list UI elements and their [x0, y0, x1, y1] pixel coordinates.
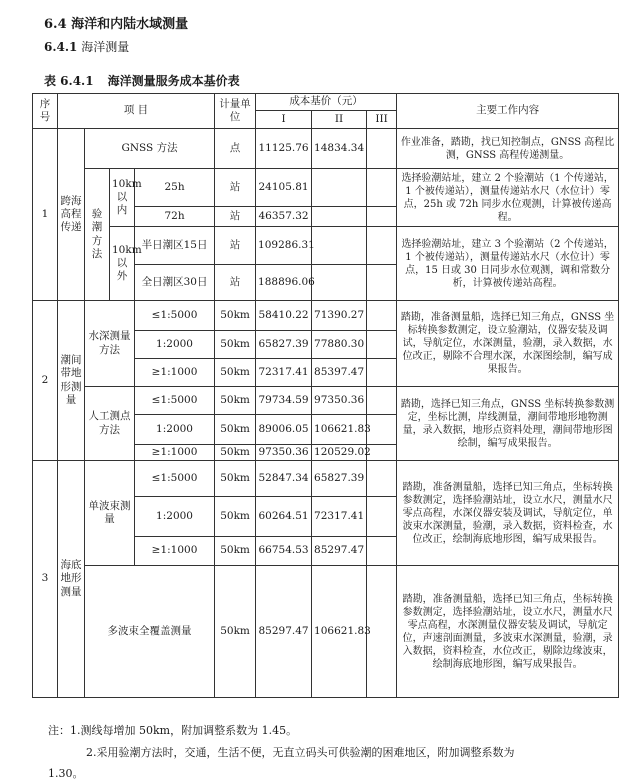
- price-1: 79734.59: [256, 387, 312, 415]
- scale-label: ≥1:1000: [135, 537, 215, 566]
- price-1: 60264.51: [256, 497, 312, 537]
- unit-cell: 50km: [215, 387, 256, 415]
- section-title: 海洋和内陆水域测量: [71, 17, 189, 32]
- price-1: 24105.81: [256, 169, 312, 207]
- unit-cell: 50km: [215, 566, 256, 698]
- scale-label: 1:2000: [135, 331, 215, 359]
- group-seq: 1: [33, 129, 58, 301]
- price-2: 14834.34: [312, 129, 367, 169]
- price-3: [367, 129, 397, 169]
- unit-cell: 50km: [215, 359, 256, 387]
- price-3: [367, 415, 397, 445]
- section-number: 6.4: [44, 17, 67, 32]
- price-3: [367, 169, 397, 207]
- work-content: 踏勘，选择已知三角点，GNSS 坐标转换参数测定，坐标比测，岸线测量，潮间带地形地物测量，录入数据，地形点资料处理，潮间带地形图绘制，编写成果报告。: [397, 387, 619, 461]
- price-3: [367, 537, 397, 566]
- unit-cell: 50km: [215, 301, 256, 331]
- price-2: 85397.47: [312, 359, 367, 387]
- price-1: 85297.47: [256, 566, 312, 698]
- price-3: [367, 265, 397, 301]
- group-name: 海底地形测量: [58, 461, 85, 698]
- price-3: [367, 301, 397, 331]
- work-content: 踏勘，准备测量船，选择已知三角点，坐标转换参数测定，选择验潮站址，设立水尺，测量水尺零点高程，水深仪器安装及调试，导航定位，单波束水深测量，验潮，录入数据，资料检查，水位改正，绘制海底地形图，编写成果报告。: [397, 461, 619, 566]
- group-name: 潮间带地形测量: [58, 301, 85, 461]
- price-2: 106621.83: [312, 566, 367, 698]
- price-1: 58410.22: [256, 301, 312, 331]
- price-2: [312, 227, 367, 265]
- price-2: 71390.27: [312, 301, 367, 331]
- price-3: [367, 497, 397, 537]
- scale-label: ≤1:5000: [135, 461, 215, 497]
- header-base-price: 成本基价（元）: [256, 94, 397, 111]
- method-name: 水深测量方法: [85, 301, 135, 387]
- price-2: 65827.39: [312, 461, 367, 497]
- price-1: 72317.41: [256, 359, 312, 387]
- price-1: 65827.39: [256, 331, 312, 359]
- header-work: 主要工作内容: [397, 94, 619, 129]
- header-unit: 计量单位: [215, 94, 256, 129]
- note-2-continued: 1.30。: [48, 767, 84, 780]
- unit-cell: 50km: [215, 537, 256, 566]
- unit-cell: 站: [215, 265, 256, 301]
- group-seq: 3: [33, 461, 58, 698]
- price-3: [367, 207, 397, 227]
- price-1: 66754.53: [256, 537, 312, 566]
- group-name: 跨海高程传递: [58, 129, 85, 301]
- price-1: 97350.36: [256, 445, 312, 461]
- price-2: [312, 265, 367, 301]
- group-seq: 2: [33, 301, 58, 461]
- header-grade-3: III: [367, 111, 397, 129]
- unit-cell: 50km: [215, 445, 256, 461]
- unit-cell: 点: [215, 129, 256, 169]
- unit-cell: 站: [215, 227, 256, 265]
- price-1: 109286.31: [256, 227, 312, 265]
- distance-range: 10km以外: [110, 227, 135, 301]
- table-title: 海洋测量服务成本基价表: [107, 74, 240, 88]
- method-name: 验潮方法: [85, 169, 110, 301]
- price-2: 106621.83: [312, 415, 367, 445]
- method-name: 单波束测量: [85, 461, 135, 566]
- unit-cell: 50km: [215, 497, 256, 537]
- subsection-heading: [44, 38, 129, 55]
- unit-cell: 50km: [215, 461, 256, 497]
- price-1: 11125.76: [256, 129, 312, 169]
- duration-label: 半日潮区15日: [135, 227, 215, 265]
- price-1: 188896.06: [256, 265, 312, 301]
- price-table: [32, 93, 619, 698]
- scale-label: ≤1:5000: [135, 301, 215, 331]
- price-2: 77880.30: [312, 331, 367, 359]
- method-name: 多波束全覆盖测量: [85, 566, 215, 698]
- price-1: 89006.05: [256, 415, 312, 445]
- distance-range: 10km以内: [110, 169, 135, 227]
- section-heading: [44, 13, 188, 32]
- scale-label: ≥1:1000: [135, 445, 215, 461]
- table-label: 表 6.4.1: [44, 74, 94, 88]
- price-2: [312, 169, 367, 207]
- scale-label: ≥1:1000: [135, 359, 215, 387]
- price-1: 46357.32: [256, 207, 312, 227]
- price-2: 97350.36: [312, 387, 367, 415]
- unit-cell: 站: [215, 207, 256, 227]
- duration-label: 72h: [135, 207, 215, 227]
- price-2: 85297.47: [312, 537, 367, 566]
- scale-label: 1:2000: [135, 415, 215, 445]
- price-3: [367, 359, 397, 387]
- work-content: 踏勘，准备测量船，选择已知三角点，GNSS 坐标转换参数测定，设立验潮站，仪器安装及调试，导航定位，水深测量，验潮，录入数据，水位改正，剔除不合理水深，水深图绘制，编写成果报告。: [397, 301, 619, 387]
- work-content: 踏勘，准备测量船，选择已知三角点，坐标转换参数测定，选择验潮站址，设立水尺，测量水尺零点高程，水深测量仪器安装及调试，导航定位，声速剖面测量，多波束水深测量，验潮，录入数据，资料检查，水位改正，剔除边缘波束，绘制海底地形图，编写成果报告。: [397, 566, 619, 698]
- work-content: 选择验潮站址，建立 3 个验潮站（2 个传递站，1 个被传递站），测量传递站水尺（水位计）零点，15 日或 30 日同步水位观测，调和常数分析，计算被传递站高程。: [397, 227, 619, 301]
- price-3: [367, 387, 397, 415]
- price-2: 120529.02: [312, 445, 367, 461]
- price-3: [367, 461, 397, 497]
- scale-label: 1:2000: [135, 497, 215, 537]
- header-grade-1: I: [256, 111, 312, 129]
- header-seq: 序号: [33, 94, 58, 129]
- price-2: 72317.41: [312, 497, 367, 537]
- unit-cell: 站: [215, 169, 256, 207]
- duration-label: 全日潮区30日: [135, 265, 215, 301]
- scale-label: ≤1:5000: [135, 387, 215, 415]
- unit-cell: 50km: [215, 415, 256, 445]
- header-item: 项 目: [58, 94, 215, 129]
- subsection-number: 6.4.1: [44, 40, 78, 54]
- price-3: [367, 566, 397, 698]
- work-content: 选择验潮站址，建立 2 个验潮站（1 个传递站，1 个被传递站），测量传递站水尺（水位计）零点，25h 或 72h 同步水位观测，计算被传递高程。: [397, 169, 619, 227]
- method-name: 人工测点方法: [85, 387, 135, 461]
- header-grade-2: II: [312, 111, 367, 129]
- price-1: 52847.34: [256, 461, 312, 497]
- price-2: [312, 207, 367, 227]
- unit-cell: 50km: [215, 331, 256, 359]
- work-content: 作业准备，踏勘，找已知控制点，GNSS 高程比测，GNSS 高程传递测量。: [397, 129, 619, 169]
- table-caption: [44, 72, 240, 89]
- method-name: GNSS 方法: [85, 129, 215, 169]
- subsection-title: 海洋测量: [81, 40, 130, 54]
- note-1: 注：1.测线每增加 50km，附加调整系数为 1.45。: [48, 724, 298, 737]
- price-3: [367, 445, 397, 461]
- duration-label: 25h: [135, 169, 215, 207]
- price-3: [367, 227, 397, 265]
- price-3: [367, 331, 397, 359]
- note-2: 2.采用验潮方法时，交通，生活不便，无直立码头可供验潮的困难地区，附加调整系数为: [86, 746, 515, 759]
